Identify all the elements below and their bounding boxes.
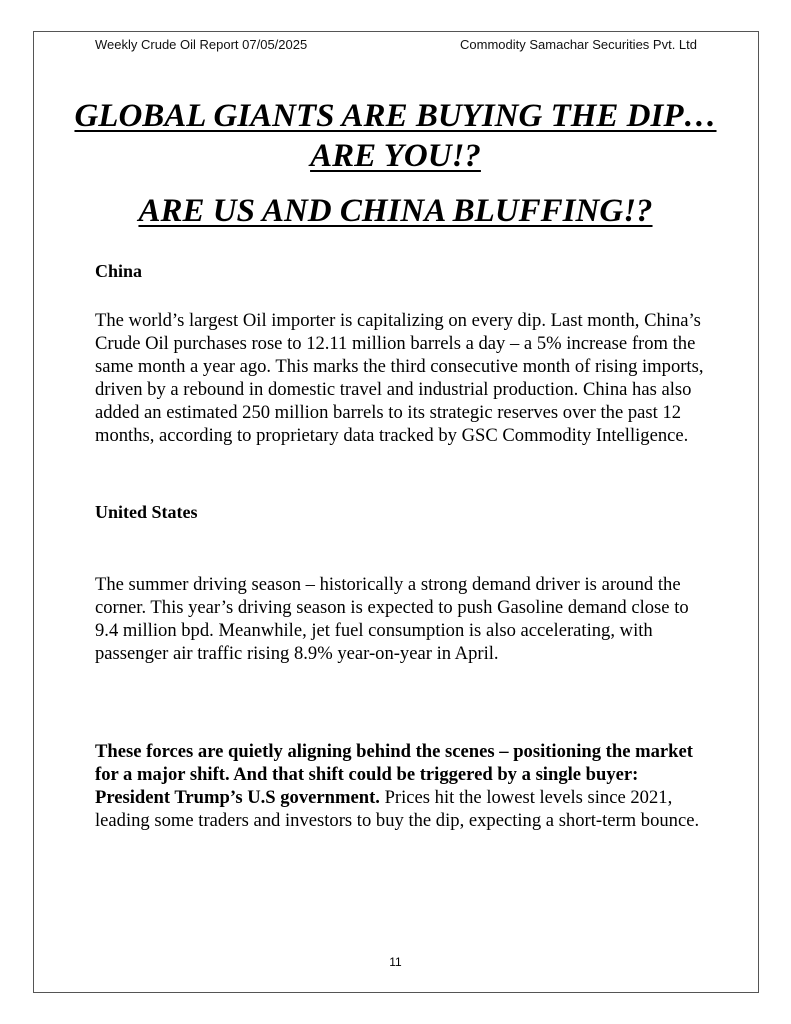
company-name-header: Commodity Samachar Securities Pvt. Ltd [460, 37, 697, 52]
us-heading: United States [95, 502, 198, 522]
china-heading: China [95, 261, 143, 281]
us-paragraph: The summer driving season – historically a strong demand driver is around the corner. This year’s driving season is expected to push Gasoline demand close to 9.4 million bpd. Meanwhile, jet fuel consumption is also accelerating, with passenger air traffic rising 8.9% year-on-year in April. [95, 574, 689, 664]
report-header-title: Weekly Crude Oil Report 07/05/2025 [95, 37, 308, 52]
closing-normal-text: Prices hit the lowest levels since 2021, leading some traders and investors to buy the dip, expecting a short-term bounce. [95, 787, 700, 831]
page-number: 11 [389, 955, 402, 969]
closing-paragraph [95, 740, 715, 832]
china-paragraph: The world’s largest Oil importer is capitalizing on every dip. Last month, China’s Crude Oil purchases rose to 12.11 million barrels a day – a 5% increase from the same month a year ago. This marks the third consecutive month of rising imports, driven by a rebound in domestic travel and industrial production. China has also added an estimated 250 million barrels to its strategic reserves over the past 12 months, according to proprietary data tracked by GSC Commodity Intelligence. [95, 310, 704, 446]
main-title: GLOBAL GIANTS ARE BUYING THE DIP… ARE YOU!? [74, 98, 717, 174]
closing-bold-text: These forces are quietly aligning behind the scenes – positioning the market for a major shift. And that shift could be triggered by a single buyer: President Trump’s U.S government. [95, 741, 693, 808]
sub-title: ARE US AND CHINA BLUFFING!? [138, 193, 653, 229]
